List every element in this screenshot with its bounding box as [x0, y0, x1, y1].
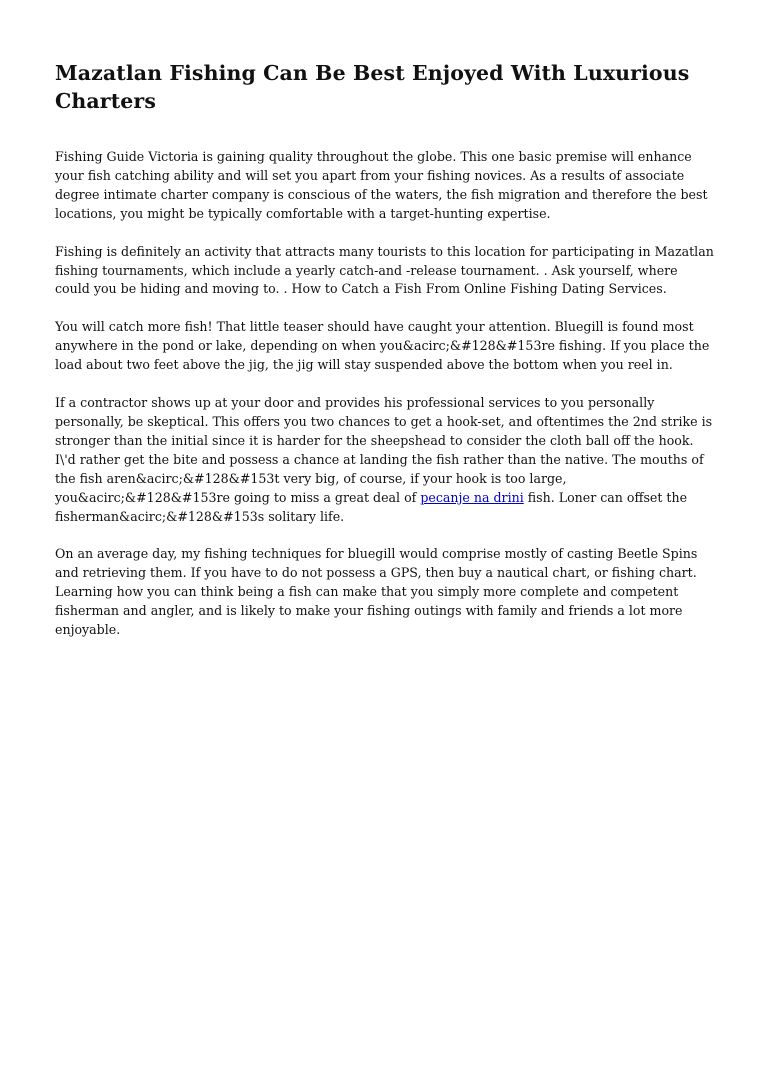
- pecanje-link[interactable]: pecanje na drini: [420, 489, 524, 505]
- paragraph-4-text-before: If a contractor shows up at your door and provides his professional services to you personally personally, be skeptical. This offers you two chances to get a hook-set, and oftentimes the 2nd strike is stronger than the initial since it is harder for the sheepshead to consider the cloth ball off the hook. I\'d rather get the bite and possess a chance at landing the fish rather than the native. The mouths of the fish aren&acirc;&#128&#153t very big, of course, if your hook is too large, you&acirc;&#128&#153re going to miss a great deal of: [55, 395, 713, 505]
- paragraph-4: [55, 394, 716, 526]
- paragraph-5: On an average day, my fishing techniques for bluegill would comprise mostly of casting Beetle Spins and retrieving them. If you have to do not possess a GPS, then buy a nautical chart, or fishing chart. Learning how you can think being a fish can make that you simply more complete and competent fisherman and angler, and is likely to make your fishing outings with family and friends a lot more enjoyable.: [55, 546, 698, 638]
- paragraph-4-text-after: fish. Loner can offset the fisherman&acirc;&#128&#153s solitary life.: [55, 489, 688, 524]
- paragraph-3: You will catch more fish! That little teaser should have caught your attention. Bluegill is found most anywhere in the pond or lake, depending on when you&acirc;&#128&#153re fishing. If you place the load about two feet above the jig, the jig will stay suspended above the bottom when you reel in.: [55, 319, 710, 373]
- page-title: Mazatlan Fishing Can Be Best Enjoyed With Luxurious Charters: [55, 61, 690, 113]
- paragraph-1: Fishing Guide Victoria is gaining quality throughout the globe. This one basic premise will enhance your fish catching ability and will set you apart from your fishing novices. As a results of associate degree intimate charter company is conscious of the waters, the fish migration and therefore the best locations, you might be typically comfortable with a target-hunting expertise.: [55, 149, 708, 221]
- paragraph-2: Fishing is definitely an activity that attracts many tourists to this location for participating in Mazatlan fishing tournaments, which include a yearly catch-and -release tournament. . Ask yourself, where could you be hiding and moving to. . How to Catch a Fish From Online Fishing Dating Services.: [55, 243, 714, 297]
